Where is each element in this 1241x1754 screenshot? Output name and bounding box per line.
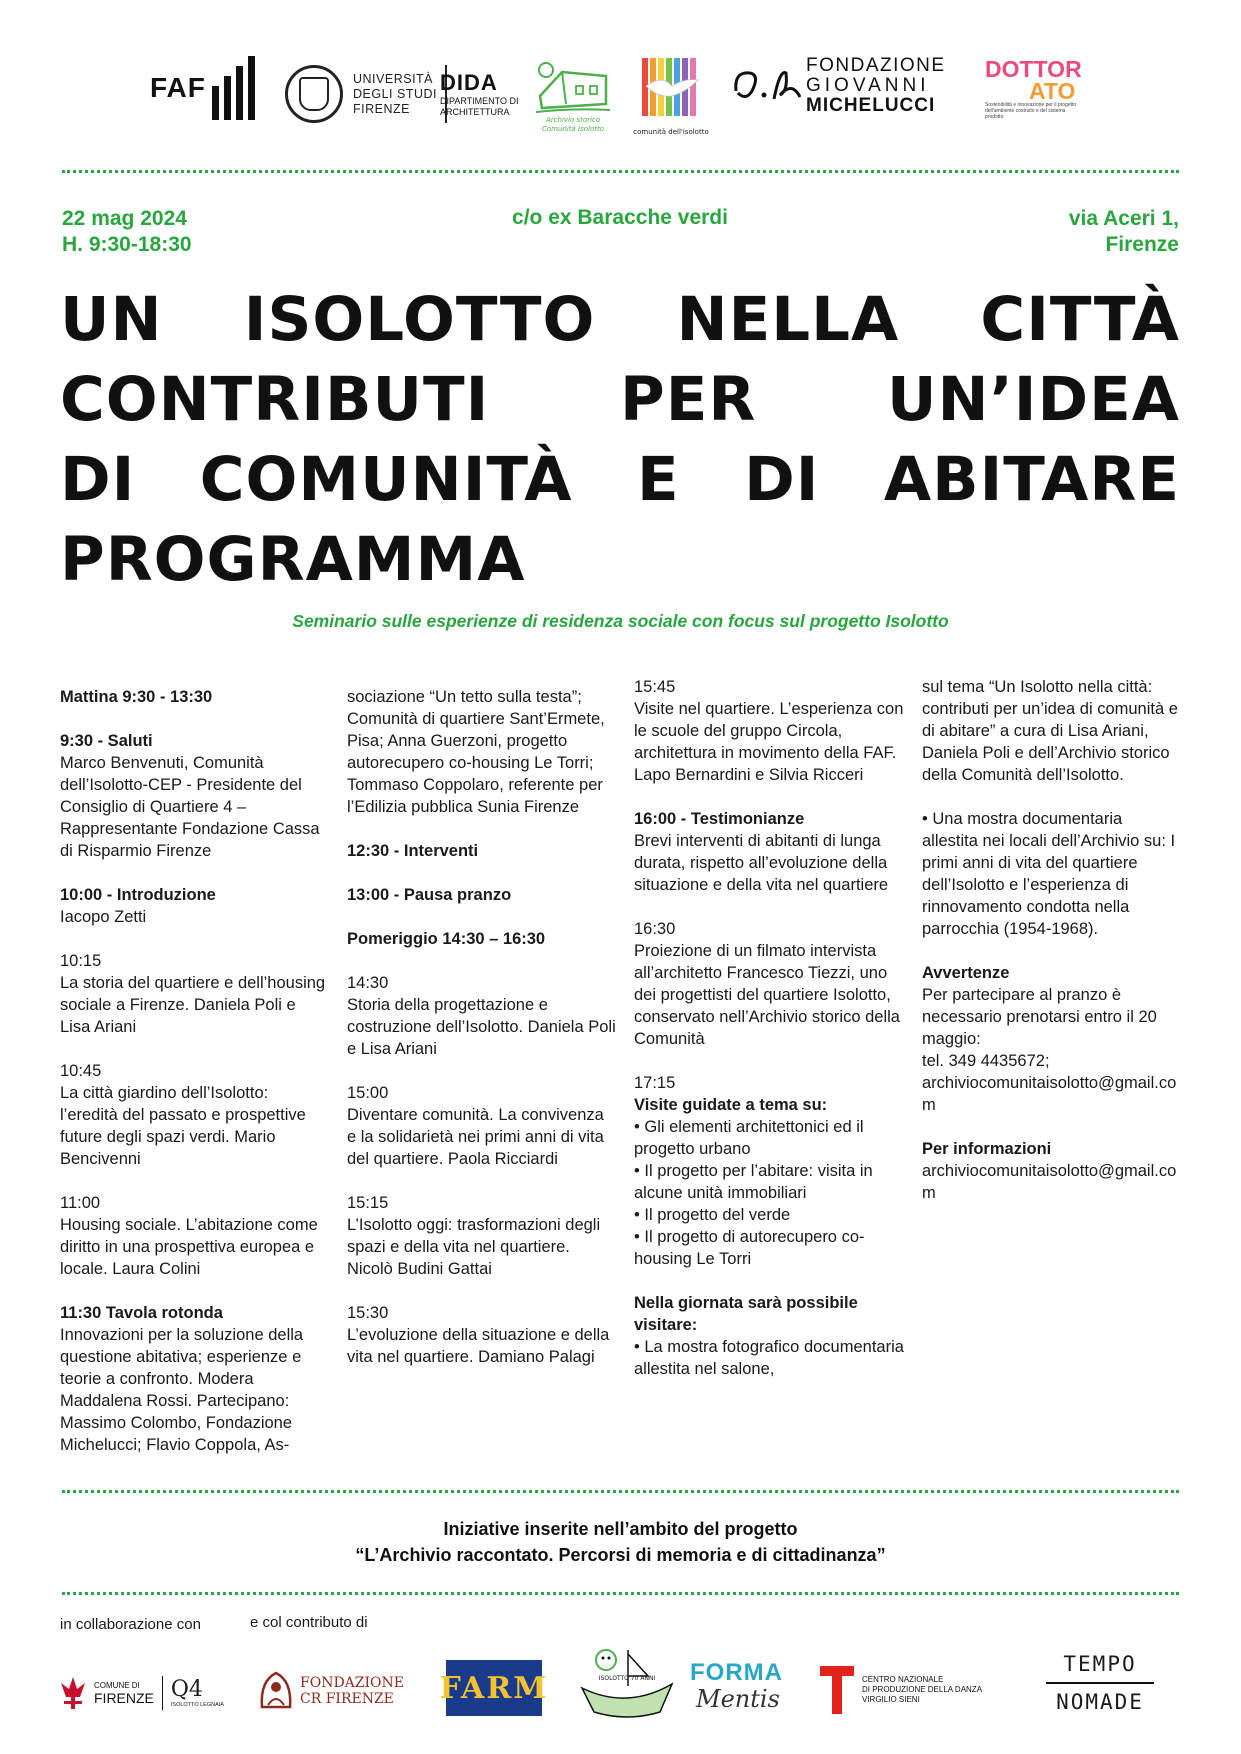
warnings-section: Avvertenze Per partecipare al pranzo è necessario prenotarsi entro il 20 maggio: tel. 349 4435672; archiviocomunitaisolotto@gmail.com <box>922 962 1182 1116</box>
seminar-subtitle: Seminario sulle esperienze di residenza sociale con focus sul progetto Isolotto <box>292 611 949 631</box>
svg-text:ISOLOTTO 70 ANNI: ISOLOTTO 70 ANNI <box>598 1675 656 1682</box>
tour-item: • Il progetto di autorecupero co-housing Le Torri <box>634 1228 865 1268</box>
fcr-text: FONDAZIONE CR FIRENZE <box>300 1675 404 1707</box>
unifi-logo-text: UNIVERSITÀ DEGLI STUDI FIRENZE <box>353 71 437 116</box>
tour-item: • Gli elementi architettonici ed il progetto urbano <box>634 1118 864 1158</box>
svg-text:comunità dell'isolotto: comunità dell'isolotto <box>633 128 709 136</box>
cnpd-text: CENTRO NAZIONALE DI PRODUZIONE DELLA DANZA VIRGILIO SIENI <box>862 1675 983 1704</box>
program-item-1100: 11:00 Housing sociale. L’abitazione come diritto in una prospettiva europea e locale. Laura Colini <box>60 1194 318 1278</box>
event-address-line1: via Aceri 1, <box>1068 207 1179 230</box>
program-item-1545: 15:45 Visite nel quartiere. L’esperienza con le scuole del gruppo Circola, architettura in movimento della FAF. Lapo Bernardini e Silvia Ricceri <box>634 678 904 784</box>
program-item-0930: 9:30 - Saluti Marco Benvenuti, Comunità dell’Isolotto-CEP - Presidente del Consiglio di Quartiere 4 – Rappresentante Fondazione Cassa di Risparmio Firenze <box>60 732 320 860</box>
farm-text: FARM <box>439 1670 549 1706</box>
middle-separator <box>62 1490 1179 1493</box>
event-hours: H. 9:30-18:30 <box>62 233 192 256</box>
comune-text: COMUNE DI FIRENZE <box>94 1681 154 1706</box>
morning-heading: Mattina 9:30 - 13:30 <box>60 688 213 706</box>
university-seal-icon <box>285 65 343 123</box>
comune-firenze-logo <box>58 1668 238 1718</box>
farm-logo <box>439 1660 549 1716</box>
boat-drawing-icon <box>572 1640 682 1730</box>
event-date: 22 mag 2024 <box>62 207 187 230</box>
afternoon-heading: Pomeriggio 14:30 – 16:30 <box>347 930 546 948</box>
fondazione-cr-firenze-logo <box>256 1664 416 1718</box>
tour-item: • Il progetto del verde <box>634 1206 791 1224</box>
dida-sub-line2: ARCHITETTURA <box>440 107 510 117</box>
program-item-1600: 16:00 - Testimonianze Brevi interventi di abitanti di lunga durata, rispetto all’evoluzione della situazione e della vita nel quartiere <box>634 810 889 894</box>
program-item-1300: 13:00 - Pausa pranzo <box>347 886 512 904</box>
program-item-1130: 11:30 Tavola rotonda Innovazioni per la soluzione della questione abitativa; esperienze e teorie a confronto. Modera Maddalena Rossi. Partecipano: Massimo Colombo, Fondazione Michelucci; Flavio Coppola, As- <box>60 1304 304 1454</box>
faf-bars-icon <box>212 56 255 120</box>
forma-mentis-logo <box>690 1660 800 1720</box>
tempo-text: TEMPO <box>1063 1652 1137 1676</box>
svg-text:Archivio storico: Archivio storico <box>545 116 601 124</box>
mentis-text: Mentis <box>696 1685 780 1713</box>
exhibition-continuation: sul tema “Un Isolotto nella città: contributi per un’idea di comunità e di abitare” a cura di Lisa Ariani, Daniela Poli e dell’Archivio storico della Comunità dell’Isolotto. <box>922 678 1178 784</box>
phone-number: tel. 349 4435672; <box>922 1052 1050 1070</box>
program-item-1000: 10:00 - Introduzione Iacopo Zetti <box>60 886 216 926</box>
michelucci-logo-text: FONDAZIONE GIOVANNI MICHELUCCI <box>806 55 946 116</box>
dottorato-logo <box>985 58 1089 128</box>
title-line-4: PROGRAMMA <box>60 524 526 595</box>
cnpd-logo <box>820 1664 1010 1716</box>
svg-text:Comunità Isolotto: Comunità Isolotto <box>541 125 605 133</box>
project-note-line1: Iniziative inserite nell’ambito del progetto <box>443 1519 798 1539</box>
comunita-isolotto-logo <box>632 56 710 140</box>
tempo-divider <box>1046 1682 1154 1684</box>
bottom-separator <box>62 1592 1179 1595</box>
program-item-1530: 15:30 L’evoluzione della situazione e della vita nel quartiere. Damiano Palagi <box>347 1304 610 1366</box>
isolotto-70-logo <box>572 1640 682 1730</box>
round-table-continuation: sociazione “Un tetto sulla testa”; Comunità di quartiere Sant’Ermete, Pisa; Anna Guerzoni, progetto autorecupero co-housing Le Torri; Tommaso Coppolaro, referente per l’Edilizia pubblica Sunia Firenze <box>347 688 605 816</box>
top-separator <box>62 170 1179 173</box>
program-item-1630: 16:30 Proiezione di un filmato intervista all’architetto Francesco Tiezzi, uno dei progettisti del quartiere Isolotto, conservato nell’Archivio storico della Comunità <box>634 920 900 1048</box>
dida-logo <box>440 70 519 118</box>
nomade-text: NOMADE <box>1056 1690 1144 1714</box>
program-item-1515: 15:15 L’Isolotto oggi: trasformazioni degli spazi e della vita nel quartiere. Nicolò Budini Gattai <box>347 1194 601 1278</box>
documentary-exhibition: • Una mostra documentaria allestita nei locali dell’Archivio su: I primi anni di vita del quartiere dell’Isolotto e l’esperienza di rinnovamento condotta nella parrocchia (1954-1968). <box>922 810 1176 938</box>
fcr-emblem-icon <box>256 1667 296 1715</box>
program-item-1500: 15:00 Diventare comunità. La convivenza e la solidarietà nei primi anni di vita del quartiere. Paola Ricciardi <box>347 1084 604 1168</box>
page-title <box>60 280 1180 600</box>
info-section: Per informazioni archiviocomunitaisolotto@gmail.com <box>922 1138 1182 1204</box>
collaboration-label: in collaborazione con <box>60 1616 201 1633</box>
title-line-1: UN ISOLOTTO NELLA CITTÀ <box>60 284 1180 355</box>
faf-logo <box>150 52 268 124</box>
program-item-1045: 10:45 La città giardino dell’Isolotto: l’eredità del passato e prospettive future degli spazi verdi. Mario Bencivenni <box>60 1062 306 1168</box>
event-address-line2: Firenze <box>1105 233 1179 256</box>
visit-section: Nella giornata sarà possibile visitare: • La mostra fotografico documentaria allestita nel salone, <box>634 1294 904 1378</box>
faf-logo-text: FAF <box>150 72 206 103</box>
event-date-block <box>62 206 192 258</box>
house-drawing-icon <box>532 56 614 136</box>
dove-rainbow-icon <box>632 56 710 140</box>
program-column-4 <box>922 676 1182 1226</box>
florence-lily-icon <box>58 1673 88 1713</box>
archivio-storico-logo <box>532 56 614 136</box>
program-item-1015: 10:15 La storia del quartiere e dell’housing sociale a Firenze. Daniela Poli e Lisa Ariani <box>60 952 326 1036</box>
dottorato-text-1: DOTTOR <box>985 56 1082 82</box>
fondazione-michelucci-logo <box>730 55 965 117</box>
contribution-label: e col contributo di <box>250 1614 368 1631</box>
dida-logo-text: DIDA <box>440 70 498 95</box>
program-item-1230: 12:30 - Interventi <box>347 842 479 860</box>
dida-sub-line1: DIPARTIMENTO DI <box>440 96 519 106</box>
program-item-1715: 17:15 Visite guidate a tema su: • Gli elementi architettonici ed il progetto urbano • Il progetto per l’abitare: visita in alcune unità immobiliari • Il progetto del verde • Il progetto di autorecupero co-housing Le Torri <box>634 1072 910 1270</box>
event-address <box>1069 206 1179 258</box>
tempo-nomade-logo <box>1040 1652 1160 1722</box>
signature-icon <box>730 61 806 111</box>
tour-item: • Il progetto per l’abitare: visita in alcune unità immobiliari <box>634 1162 873 1202</box>
program-column-1 <box>60 686 330 1478</box>
q4-logo: Q4 ISOLOTTO LEGNAIA <box>170 1677 224 1708</box>
program-column-2 <box>347 686 617 1390</box>
info-email[interactable]: archiviocomunitaisolotto@gmail.com <box>922 1162 1177 1202</box>
project-note-line2: “L’Archivio raccontato. Percorsi di memoria e di cittadinanza” <box>355 1545 886 1565</box>
title-line-2: CONTRIBUTI PER UN’IDEA <box>60 364 1180 435</box>
cnpd-t-icon <box>820 1666 854 1714</box>
title-line-3: DI COMUNITÀ E DI ABITARE <box>60 444 1180 515</box>
contact-email[interactable]: archiviocomunitaisolotto@gmail.com <box>922 1074 1177 1114</box>
forma-text: FORMA <box>690 1659 783 1686</box>
event-place: c/o ex Baracche verdi <box>512 206 728 229</box>
dottorato-subtitle: Sostenibilità e innovazione per il progetto dell'ambiente costruito e del sistema prodotto <box>985 102 1077 120</box>
program-item-1430: 14:30 Storia della progettazione e costruzione dell’Isolotto. Daniela Poli e Lisa Ariani <box>347 974 616 1058</box>
dottorato-text-2: ATO <box>1029 78 1076 104</box>
program-column-3 <box>634 676 910 1402</box>
project-note <box>0 1516 1241 1568</box>
